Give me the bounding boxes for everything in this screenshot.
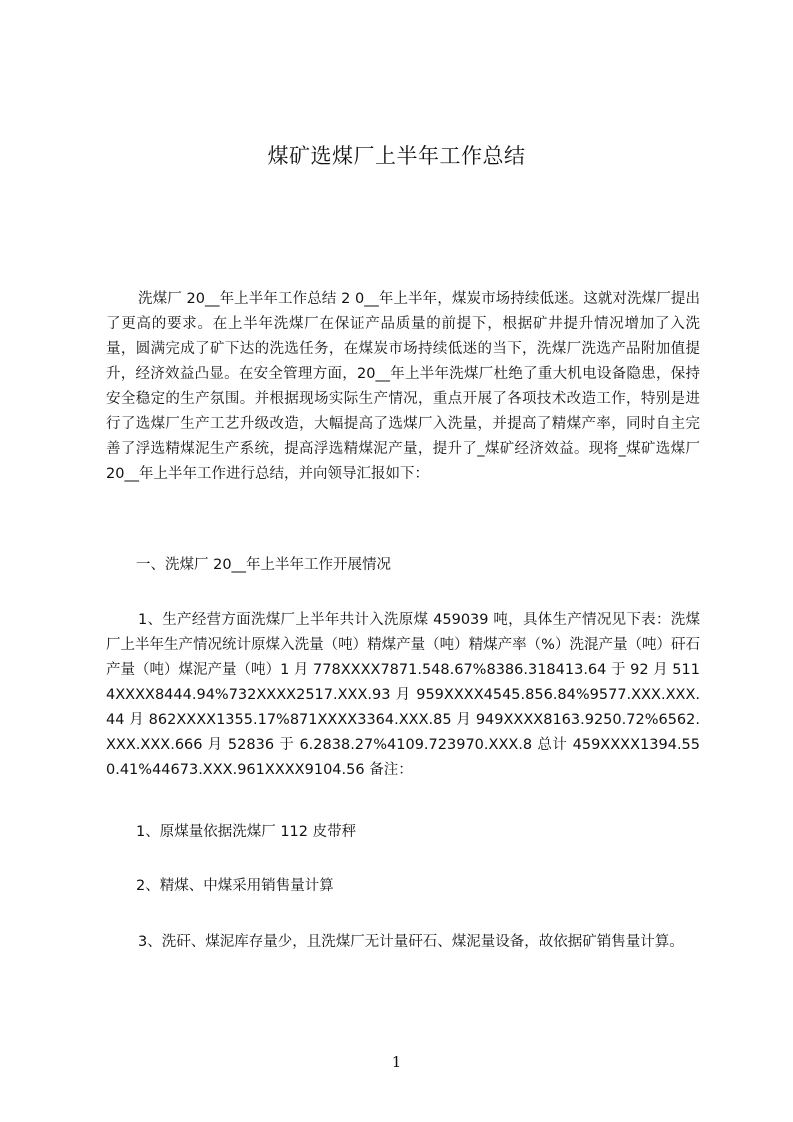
document-title: 煤矿选煤厂上半年工作总结 (267, 144, 526, 168)
note-item: 3、洗矸、煤泥库存量少，且洗煤厂无计量矸石、煤泥量设备，故依据矿销售量计算。 (138, 934, 684, 950)
page-number: 1 (391, 1053, 402, 1071)
production-paragraph: 1、生产经营方面洗煤厂上半年共计入洗原煤 459039 吨，具体生产情况见下表：洗煤厂上半年生产情况统计原煤入洗量（吨）精煤产量（吨）精煤产率（%）洗混产量（吨）矸石产量（吨）煤泥产量（吨）1 月 778XXXX7871.548.67%8386.318413.64 于 92 月 5114XXXX8444.94%732XXXX2517.XXX.93 月 959XXXX4545.856.84%9577.XXX.XXX.44 月 862XXXX1355.17%871XXXX3364.XXX.85 月 949XXXX8163.9250.72%6562.XXX.XXX.666 月 52836 于 6.2838.27%4109.723970.XXX.8 总计 459XXXX1394.550.41%44673.XXX.961XXXX9104.56 备注： (106, 612, 700, 778)
intro-paragraph: 洗煤厂 20__年上半年工作总结 2 0__年上半年，煤炭市场持续低迷。这就对洗煤厂提出了更高的要求。在上半年洗煤厂在保证产品质量的前提下，根据矿井提升情况增加了入洗量，圆满完成了矿下达的洗选任务，在煤炭市场持续低迷的当下，洗煤厂洗选产品附加值提升，经济效益凸显。在安全管理方面，20__年上半年洗煤厂杜绝了重大机电设备隐患，保持安全稳定的生产氛围。并根据现场实际生产情况，重点开展了各项技术改造工作，特别是进行了选煤厂生产工艺升级改造，大幅提高了选煤厂入洗量，并提高了精煤产率，同时自主完善了浮选精煤泥生产系统，提高浮选精煤泥产量，提升了_煤矿经济效益。现将_煤矿选煤厂 20__年上半年工作进行总结，并向领导汇报如下： (106, 291, 700, 482)
section-heading: 一、洗煤厂 20__年上半年工作开展情况 (136, 557, 392, 573)
note-item: 1、原煤量依据洗煤厂 112 皮带秤 (136, 824, 357, 840)
note-item: 2、精煤、中煤采用销售量计算 (136, 878, 334, 894)
